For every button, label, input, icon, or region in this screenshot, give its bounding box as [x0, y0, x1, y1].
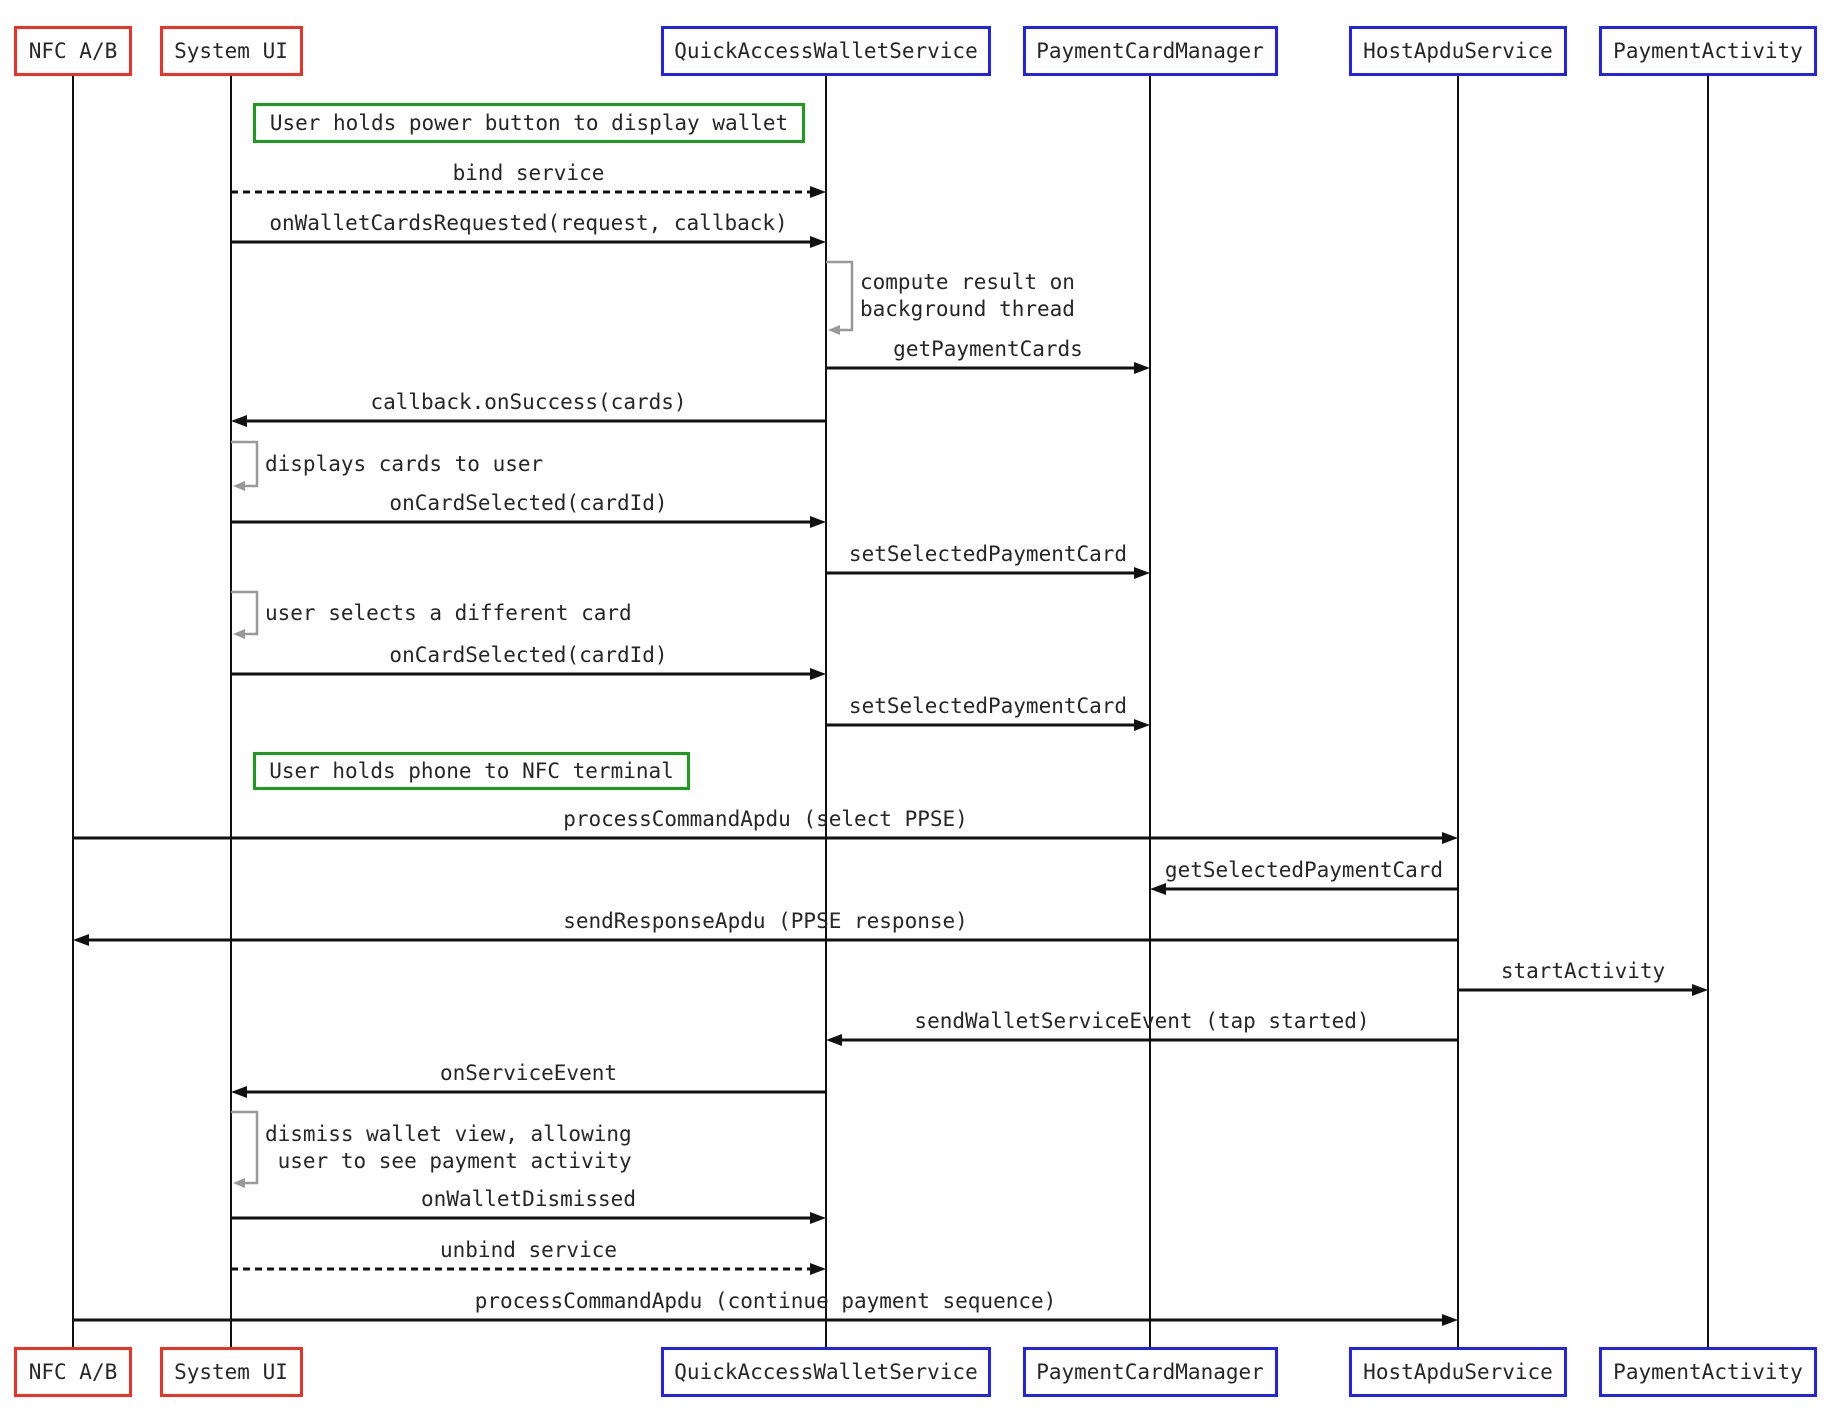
self-loop-arrowhead	[233, 1178, 245, 1188]
message-label: unbind service	[439, 1238, 618, 1262]
self-note-line: background thread	[860, 297, 1075, 321]
message-arrowhead	[810, 1212, 826, 1224]
message-label: getPaymentCards	[893, 337, 1083, 361]
message-label: onCardSelected(cardId)	[389, 491, 668, 515]
message-arrowhead	[231, 1086, 247, 1098]
message-arrowhead	[73, 934, 89, 946]
message-label: onCardSelected(cardId)	[389, 643, 668, 667]
message-label: processCommandApdu (select PPSE)	[563, 807, 968, 831]
message-arrowhead	[810, 186, 826, 198]
message-arrowhead	[1442, 1314, 1458, 1326]
participant-qaws-top-box: QuickAccessWalletService	[661, 26, 991, 76]
self-note-text	[265, 451, 543, 478]
message-arrowhead	[1134, 719, 1150, 731]
participant-has-bottom-box: HostApduService	[1349, 1347, 1567, 1397]
participant-sysui-bottom-box: System UI	[160, 1347, 303, 1397]
message-label: onServiceEvent	[439, 1061, 618, 1085]
self-note-text	[265, 600, 632, 627]
self-note-text	[860, 269, 1075, 323]
message-arrowhead	[1150, 883, 1166, 895]
message-label: setSelectedPaymentCard	[848, 694, 1128, 718]
participant-pa-top-box: PaymentActivity	[1599, 26, 1817, 76]
message-arrowhead	[1692, 984, 1708, 996]
participant-pa-bottom-box: PaymentActivity	[1599, 1347, 1817, 1397]
message-arrowhead	[1134, 567, 1150, 579]
message-arrowhead	[810, 516, 826, 528]
message-arrowhead	[810, 1263, 826, 1275]
user-action-note: User holds phone to NFC terminal	[253, 752, 690, 790]
message-label: setSelectedPaymentCard	[848, 542, 1128, 566]
participant-nfc-bottom-box: NFC A/B	[14, 1347, 132, 1397]
self-note-text	[265, 1121, 632, 1175]
participant-pcm-bottom-box: PaymentCardManager	[1023, 1347, 1278, 1397]
self-note-line: user to see payment activity	[265, 1148, 632, 1173]
self-loop-bracket	[231, 592, 257, 634]
message-arrowhead	[1442, 832, 1458, 844]
self-note-line: displays cards to user	[265, 451, 544, 476]
self-loop-arrowhead	[233, 629, 245, 639]
self-note-line: compute result on	[860, 270, 1075, 294]
self-loop-bracket	[231, 1112, 257, 1183]
message-label: processCommandApdu (continue payment sequence)	[474, 1289, 1057, 1313]
self-note-line: user selects a different card	[265, 600, 632, 625]
participant-has-top-box: HostApduService	[1349, 26, 1567, 76]
message-label: getSelectedPaymentCard	[1164, 858, 1444, 882]
message-label: bind service	[452, 161, 605, 185]
self-loop-arrowhead	[828, 325, 840, 335]
participant-sysui-top-box: System UI	[160, 26, 303, 76]
message-arrowhead	[810, 236, 826, 248]
message-arrowhead	[1134, 362, 1150, 374]
message-arrowhead	[826, 1034, 842, 1046]
message-label: sendWalletServiceEvent (tap started)	[914, 1009, 1370, 1033]
message-label: sendResponseApdu (PPSE response)	[563, 909, 968, 933]
participant-pcm-top-box: PaymentCardManager	[1023, 26, 1278, 76]
user-action-note: User holds power button to display wallet	[253, 103, 805, 143]
message-label: onWalletCardsRequested(request, callback)	[269, 211, 788, 235]
self-loop-bracket	[231, 442, 257, 486]
message-label: onWalletDismissed	[421, 1187, 636, 1211]
message-label: callback.onSuccess(cards)	[370, 390, 687, 414]
participant-nfc-top-box: NFC A/B	[14, 26, 132, 76]
message-arrowhead	[231, 415, 247, 427]
message-label: startActivity	[1500, 959, 1666, 983]
participant-qaws-bottom-box: QuickAccessWalletService	[661, 1347, 991, 1397]
message-arrowhead	[810, 668, 826, 680]
self-note-line: dismiss wallet view, allowing	[265, 1121, 632, 1146]
self-loop-arrowhead	[233, 481, 245, 491]
self-loop-bracket	[826, 262, 852, 330]
